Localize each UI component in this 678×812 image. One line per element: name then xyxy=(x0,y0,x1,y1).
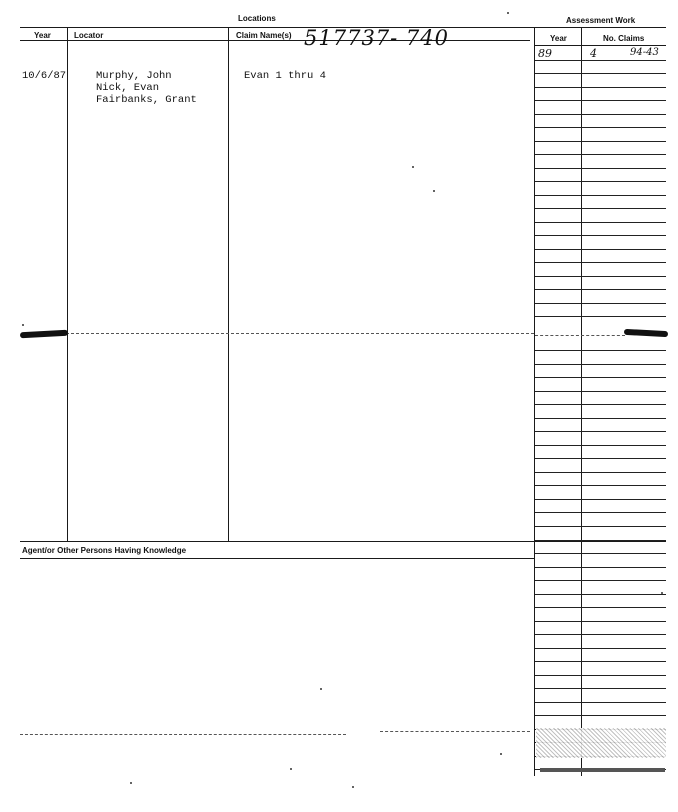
agent-section-rule xyxy=(20,558,534,559)
speck xyxy=(352,786,354,788)
speck xyxy=(130,782,132,784)
year-column-header: Year xyxy=(34,31,51,40)
aw-header-rule xyxy=(535,45,666,46)
scan-noise-bar xyxy=(540,768,665,772)
speck xyxy=(320,688,322,690)
table-bottom-rule xyxy=(20,541,666,542)
speck xyxy=(661,592,663,594)
locations-heading: Locations xyxy=(238,14,276,23)
speck xyxy=(290,768,292,770)
locator-name-2: Nick, Evan xyxy=(96,82,160,94)
scan-noise-patch xyxy=(536,728,666,758)
agent-section-label: Agent/or Other Persons Having Knowledge xyxy=(22,546,187,555)
claim-names-column-header: Claim Name(s) xyxy=(236,31,292,40)
lower-dashed-rule xyxy=(20,734,346,735)
record-date: 10/6/87 xyxy=(22,70,67,82)
left-margin-smudge xyxy=(20,330,68,339)
aw-year-89: 89 xyxy=(538,47,552,60)
locator-name-1: Murphy, John xyxy=(96,70,172,82)
speck xyxy=(412,166,414,168)
speck xyxy=(433,190,435,192)
claim-names-value: Evan 1 thru 4 xyxy=(244,70,326,82)
speck xyxy=(500,753,502,755)
mid-dashed-rule xyxy=(66,333,534,334)
locator-name-3: Fairbanks, Grant xyxy=(96,94,197,106)
locator-claims-divider xyxy=(228,28,229,541)
lower-dashed-rule-right xyxy=(380,731,530,732)
claim-number-handwritten: 517737- 740 xyxy=(304,26,450,50)
year-locator-divider xyxy=(67,28,68,541)
locator-column-header: Locator xyxy=(74,31,104,40)
assessment-work-heading: Assessment Work xyxy=(566,16,636,25)
speck xyxy=(507,12,509,14)
right-margin-smudge xyxy=(624,329,668,337)
mid-dashed-rule-right xyxy=(535,335,625,336)
speck xyxy=(22,324,24,326)
aw-no-claims-column-header: No. Claims xyxy=(603,34,645,43)
aw-claim-value: 94-43 xyxy=(630,47,659,58)
header-rule xyxy=(20,40,530,41)
aw-year-column-header: Year xyxy=(550,34,567,43)
aw-claim-count: 4 xyxy=(590,47,597,60)
